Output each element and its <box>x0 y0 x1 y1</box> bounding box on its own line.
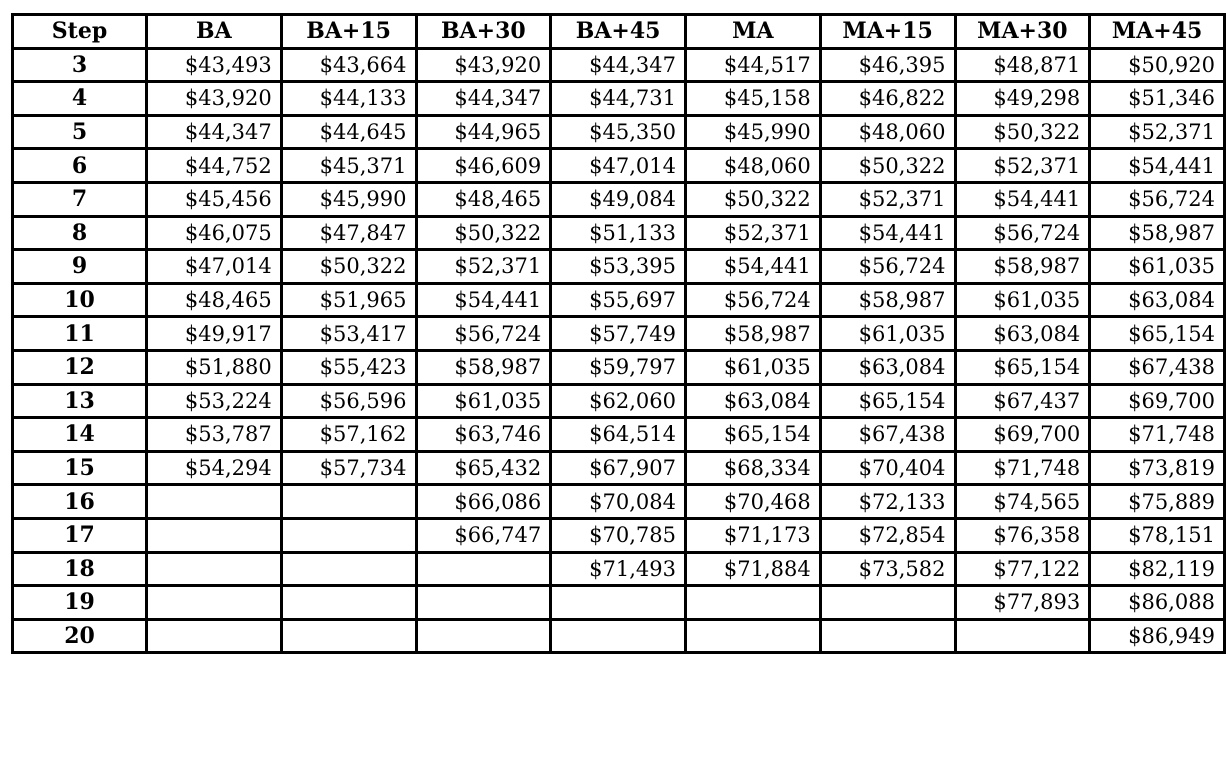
salary-cell <box>416 586 551 620</box>
salary-cell: $74,565 <box>955 485 1090 519</box>
salary-cell: $45,158 <box>686 82 821 116</box>
salary-cell: $63,084 <box>1090 283 1225 317</box>
salary-cell: $57,734 <box>281 451 416 485</box>
salary-cell: $68,334 <box>686 451 821 485</box>
salary-cell: $46,609 <box>416 149 551 183</box>
salary-cell <box>955 619 1090 653</box>
salary-cell: $67,437 <box>955 384 1090 418</box>
salary-cell: $61,035 <box>1090 250 1225 284</box>
table-row <box>13 182 1225 216</box>
salary-cell: $49,917 <box>147 317 282 351</box>
salary-cell: $58,987 <box>686 317 821 351</box>
step-cell: 16 <box>13 485 147 519</box>
salary-cell: $51,965 <box>281 283 416 317</box>
salary-cell <box>147 586 282 620</box>
salary-cell: $48,871 <box>955 48 1090 82</box>
salary-cell: $71,748 <box>955 451 1090 485</box>
salary-cell: $61,035 <box>416 384 551 418</box>
salary-cell: $75,889 <box>1090 485 1225 519</box>
step-cell: 4 <box>13 82 147 116</box>
salary-cell: $50,322 <box>955 115 1090 149</box>
salary-cell: $62,060 <box>551 384 686 418</box>
salary-cell: $77,893 <box>955 586 1090 620</box>
step-cell: 18 <box>13 552 147 586</box>
salary-cell: $48,060 <box>686 149 821 183</box>
salary-cell: $52,371 <box>820 182 955 216</box>
salary-cell: $54,441 <box>820 216 955 250</box>
step-cell: 7 <box>13 182 147 216</box>
salary-cell: $65,432 <box>416 451 551 485</box>
salary-cell: $64,514 <box>551 418 686 452</box>
salary-cell: $50,322 <box>686 182 821 216</box>
table-row <box>13 619 1225 653</box>
salary-cell <box>686 619 821 653</box>
salary-cell: $71,748 <box>1090 418 1225 452</box>
salary-cell: $53,417 <box>281 317 416 351</box>
salary-cell: $69,700 <box>955 418 1090 452</box>
step-cell: 19 <box>13 586 147 620</box>
step-cell: 17 <box>13 518 147 552</box>
salary-cell <box>416 619 551 653</box>
table-row <box>13 384 1225 418</box>
salary-cell: $48,060 <box>820 115 955 149</box>
salary-cell: $67,438 <box>820 418 955 452</box>
salary-cell: $58,987 <box>820 283 955 317</box>
salary-cell: $78,151 <box>1090 518 1225 552</box>
salary-cell <box>820 619 955 653</box>
salary-cell: $45,990 <box>281 182 416 216</box>
step-cell: 9 <box>13 250 147 284</box>
salary-cell: $46,395 <box>820 48 955 82</box>
salary-cell: $44,645 <box>281 115 416 149</box>
table-row <box>13 317 1225 351</box>
salary-cell: $58,987 <box>1090 216 1225 250</box>
salary-cell: $66,086 <box>416 485 551 519</box>
salary-cell: $45,990 <box>686 115 821 149</box>
salary-cell: $43,920 <box>416 48 551 82</box>
salary-cell <box>281 485 416 519</box>
salary-cell: $45,350 <box>551 115 686 149</box>
salary-cell: $43,493 <box>147 48 282 82</box>
salary-cell: $77,122 <box>955 552 1090 586</box>
salary-cell <box>281 586 416 620</box>
step-cell: 11 <box>13 317 147 351</box>
salary-cell: $50,322 <box>281 250 416 284</box>
table-row <box>13 115 1225 149</box>
salary-cell: $59,797 <box>551 350 686 384</box>
salary-cell: $73,819 <box>1090 451 1225 485</box>
salary-cell: $82,119 <box>1090 552 1225 586</box>
salary-cell: $61,035 <box>820 317 955 351</box>
salary-cell <box>551 619 686 653</box>
salary-cell: $55,697 <box>551 283 686 317</box>
table-row <box>13 350 1225 384</box>
table-body <box>13 48 1225 653</box>
salary-cell: $70,084 <box>551 485 686 519</box>
salary-cell: $54,441 <box>416 283 551 317</box>
salary-cell: $49,298 <box>955 82 1090 116</box>
salary-cell: $65,154 <box>820 384 955 418</box>
table-row <box>13 485 1225 519</box>
salary-cell: $47,847 <box>281 216 416 250</box>
salary-cell: $53,787 <box>147 418 282 452</box>
salary-cell: $86,949 <box>1090 619 1225 653</box>
salary-cell: $72,133 <box>820 485 955 519</box>
table-row <box>13 552 1225 586</box>
salary-cell: $56,596 <box>281 384 416 418</box>
salary-cell: $71,173 <box>686 518 821 552</box>
salary-cell: $44,965 <box>416 115 551 149</box>
salary-cell: $56,724 <box>686 283 821 317</box>
salary-cell: $53,395 <box>551 250 686 284</box>
salary-cell: $54,441 <box>955 182 1090 216</box>
salary-cell: $72,854 <box>820 518 955 552</box>
salary-cell: $70,404 <box>820 451 955 485</box>
table-row <box>13 451 1225 485</box>
salary-cell: $50,920 <box>1090 48 1225 82</box>
salary-cell: $56,724 <box>820 250 955 284</box>
step-cell: 15 <box>13 451 147 485</box>
salary-schedule-table <box>11 13 1226 654</box>
salary-cell: $51,133 <box>551 216 686 250</box>
table-row <box>13 149 1225 183</box>
salary-cell: $70,785 <box>551 518 686 552</box>
salary-cell: $57,749 <box>551 317 686 351</box>
column-header-ba: BA <box>147 15 282 49</box>
table-row <box>13 418 1225 452</box>
column-header-ma-30: MA+30 <box>955 15 1090 49</box>
salary-cell: $67,438 <box>1090 350 1225 384</box>
salary-cell: $65,154 <box>686 418 821 452</box>
salary-cell: $69,700 <box>1090 384 1225 418</box>
step-cell: 5 <box>13 115 147 149</box>
table-row <box>13 82 1225 116</box>
salary-cell <box>147 485 282 519</box>
step-cell: 8 <box>13 216 147 250</box>
salary-cell: $44,752 <box>147 149 282 183</box>
salary-cell <box>416 552 551 586</box>
salary-cell: $52,371 <box>1090 115 1225 149</box>
step-cell: 3 <box>13 48 147 82</box>
salary-cell: $46,822 <box>820 82 955 116</box>
salary-cell: $52,371 <box>955 149 1090 183</box>
salary-cell: $56,724 <box>416 317 551 351</box>
salary-cell: $44,133 <box>281 82 416 116</box>
salary-cell: $86,088 <box>1090 586 1225 620</box>
column-header-ba-30: BA+30 <box>416 15 551 49</box>
salary-cell <box>281 518 416 552</box>
salary-cell: $56,724 <box>1090 182 1225 216</box>
salary-cell: $70,468 <box>686 485 821 519</box>
salary-cell: $57,162 <box>281 418 416 452</box>
salary-cell: $63,084 <box>820 350 955 384</box>
header-row <box>13 15 1225 49</box>
salary-cell: $58,987 <box>416 350 551 384</box>
step-cell: 14 <box>13 418 147 452</box>
salary-cell: $54,441 <box>686 250 821 284</box>
salary-cell: $71,884 <box>686 552 821 586</box>
salary-cell: $48,465 <box>416 182 551 216</box>
column-header-ba-45: BA+45 <box>551 15 686 49</box>
salary-cell <box>551 586 686 620</box>
salary-cell: $48,465 <box>147 283 282 317</box>
salary-cell <box>281 552 416 586</box>
salary-cell: $66,747 <box>416 518 551 552</box>
salary-cell: $47,014 <box>147 250 282 284</box>
salary-cell: $50,322 <box>820 149 955 183</box>
salary-cell: $71,493 <box>551 552 686 586</box>
salary-cell: $54,441 <box>1090 149 1225 183</box>
table-row <box>13 216 1225 250</box>
salary-cell: $52,371 <box>416 250 551 284</box>
salary-cell: $63,746 <box>416 418 551 452</box>
salary-cell: $53,224 <box>147 384 282 418</box>
salary-cell: $65,154 <box>1090 317 1225 351</box>
salary-cell: $51,880 <box>147 350 282 384</box>
salary-cell: $44,347 <box>416 82 551 116</box>
salary-cell <box>686 586 821 620</box>
salary-cell: $43,664 <box>281 48 416 82</box>
salary-cell: $44,347 <box>147 115 282 149</box>
column-header-ma: MA <box>686 15 821 49</box>
table-row <box>13 48 1225 82</box>
salary-cell: $67,907 <box>551 451 686 485</box>
table-row <box>13 250 1225 284</box>
salary-cell: $46,075 <box>147 216 282 250</box>
salary-cell: $76,358 <box>955 518 1090 552</box>
salary-cell: $44,517 <box>686 48 821 82</box>
salary-cell <box>147 619 282 653</box>
salary-cell: $51,346 <box>1090 82 1225 116</box>
salary-cell <box>281 619 416 653</box>
step-cell: 12 <box>13 350 147 384</box>
salary-cell: $55,423 <box>281 350 416 384</box>
salary-cell: $61,035 <box>686 350 821 384</box>
salary-cell: $47,014 <box>551 149 686 183</box>
column-header-ba-15: BA+15 <box>281 15 416 49</box>
salary-cell: $45,371 <box>281 149 416 183</box>
salary-cell: $52,371 <box>686 216 821 250</box>
salary-cell: $65,154 <box>955 350 1090 384</box>
table-row <box>13 518 1225 552</box>
salary-cell: $50,322 <box>416 216 551 250</box>
salary-cell: $63,084 <box>686 384 821 418</box>
column-header-step: Step <box>13 15 147 49</box>
salary-cell: $45,456 <box>147 182 282 216</box>
column-header-ma-15: MA+15 <box>820 15 955 49</box>
salary-cell: $54,294 <box>147 451 282 485</box>
salary-cell: $44,731 <box>551 82 686 116</box>
salary-cell: $63,084 <box>955 317 1090 351</box>
salary-cell: $61,035 <box>955 283 1090 317</box>
step-cell: 20 <box>13 619 147 653</box>
salary-cell: $43,920 <box>147 82 282 116</box>
column-header-ma-45: MA+45 <box>1090 15 1225 49</box>
step-cell: 13 <box>13 384 147 418</box>
table-row <box>13 283 1225 317</box>
salary-cell: $58,987 <box>955 250 1090 284</box>
salary-cell: $49,084 <box>551 182 686 216</box>
step-cell: 6 <box>13 149 147 183</box>
step-cell: 10 <box>13 283 147 317</box>
salary-cell: $44,347 <box>551 48 686 82</box>
salary-cell: $73,582 <box>820 552 955 586</box>
salary-cell <box>147 518 282 552</box>
salary-cell: $56,724 <box>955 216 1090 250</box>
salary-cell <box>820 586 955 620</box>
table-row <box>13 586 1225 620</box>
salary-cell <box>147 552 282 586</box>
